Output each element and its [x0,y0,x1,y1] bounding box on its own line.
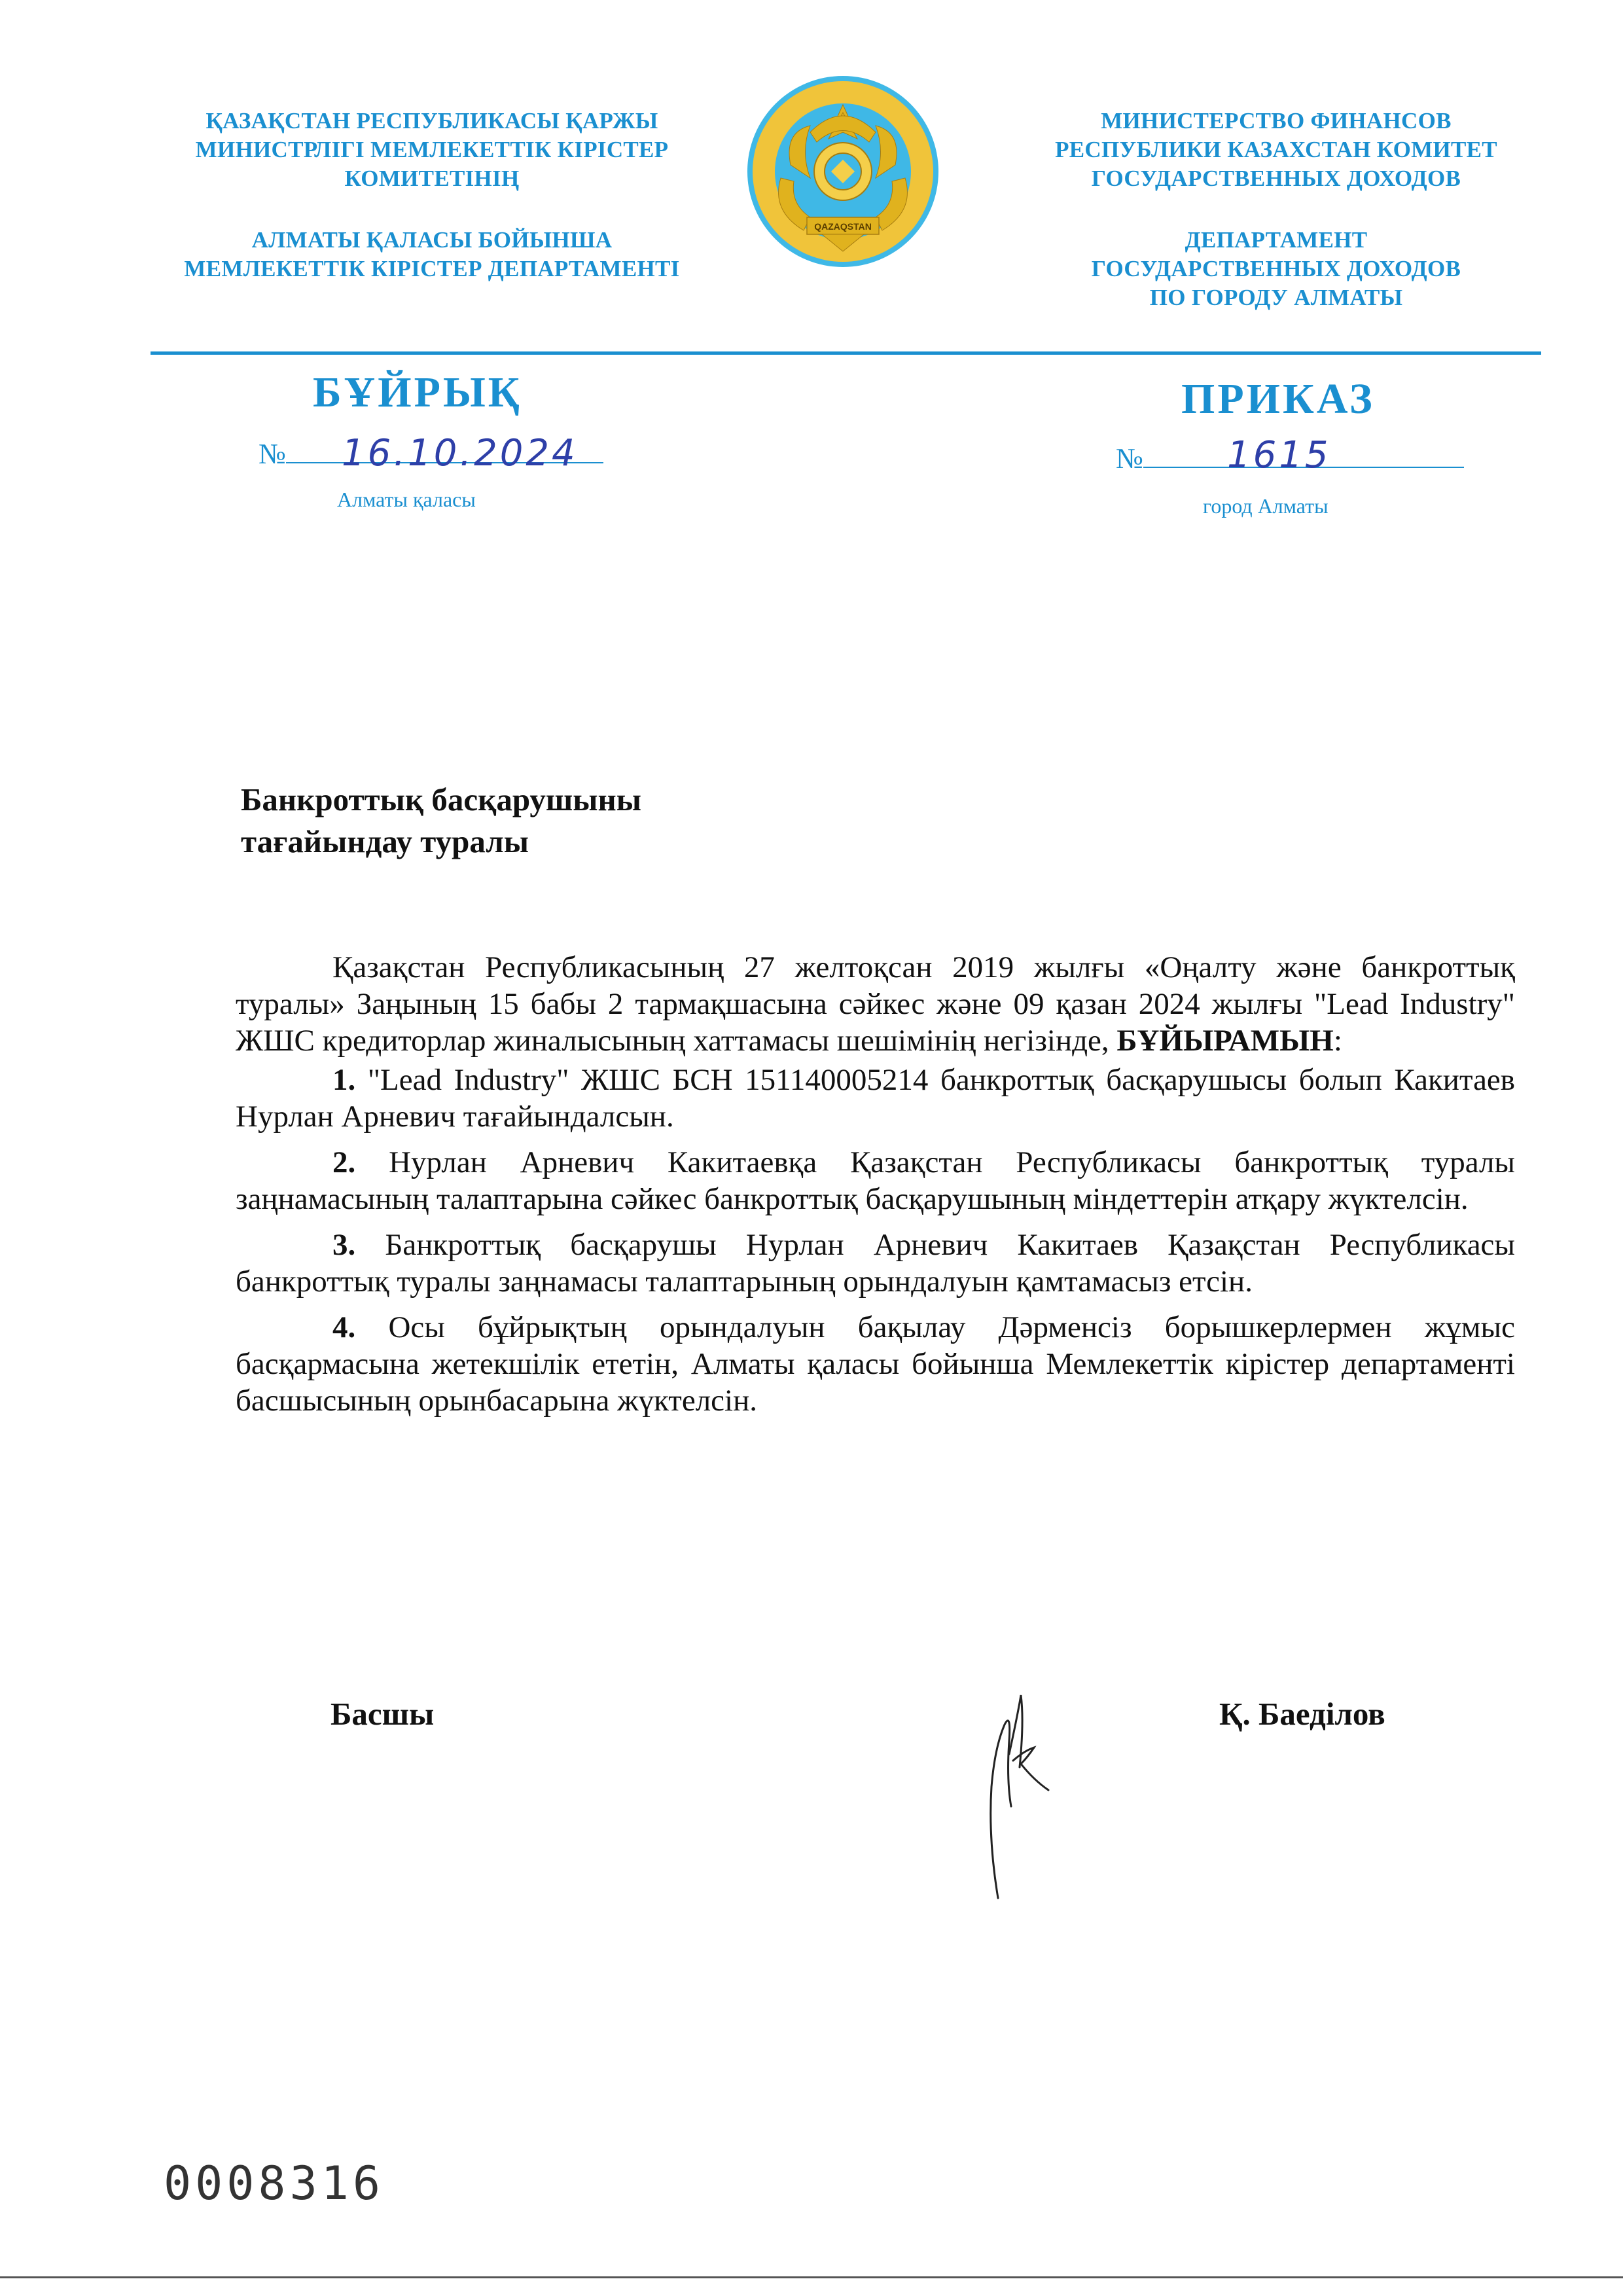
header-ru-line: ДЕПАРТАМЕНТ [1185,227,1368,253]
item-text: Банкроттық басқарушы Нурлан Арневич Какитаев Қазақстан Республикасы банкроттық туралы заңнамасы талаптарының орындалуын қамтамасыз етсін. [236,1228,1515,1299]
header-ru-line: РЕСПУБЛИКИ КАЗАХСТАН КОМИТЕТ [1055,137,1497,162]
emblem-text: QAZAQSTAN [814,221,872,232]
order-item [236,1227,1515,1300]
header-ru [1021,107,1531,312]
header-kz-line: ҚАЗАҚСТАН РЕСПУБЛИКАСЫ ҚАРЖЫ [205,108,658,134]
scan-edge [0,2276,1623,2278]
city-ru: город Алматы [1203,494,1329,518]
header-kz-line: КОМИТЕТІНІҢ [344,166,520,191]
signatory-role: Басшы [330,1696,435,1732]
number-sign: № [1116,442,1143,475]
header-ru-line: ПО ГОРОДУ АЛМАТЫ [1149,285,1403,310]
item-number: 1. [332,1063,356,1097]
header-kz-line: МИНИСТРЛІГІ МЕМЛЕКЕТТІК КІРІСТЕР [195,137,669,162]
order-item [236,1309,1515,1419]
item-text: Нурлан Арневич Какитаевқа Қазақстан Республикасы банкроттық туралы заңнамасының талаптарына сәйкес банкроттық басқарушының міндеттерін атқару жүктелсін. [236,1145,1515,1216]
city-kz: Алматы қаласы [337,488,476,511]
order-item [236,1144,1515,1217]
order-item [236,1062,1515,1135]
header-ru-line: МИНИСТЕРСТВО ФИНАНСОВ [1101,108,1452,134]
header-ru-line: ГОСУДАРСТВЕННЫХ ДОХОДОВ [1091,256,1461,281]
header-kz-line: МЕМЛЕКЕТТІК КІРІСТЕР ДЕПАРТАМЕНТІ [184,256,680,281]
handwritten-number: 1615 [1227,434,1331,476]
state-emblem-icon [745,73,941,276]
order-body [236,949,1515,1428]
order-title-kz: БҰЙРЫҚ [313,368,522,416]
item-number: 4. [332,1310,356,1344]
signatory-name: Қ. Баеділов [1219,1696,1385,1732]
header-kz [131,107,733,283]
header-ru-line: ГОСУДАРСТВЕННЫХ ДОХОДОВ [1091,166,1461,191]
header-divider [151,351,1541,355]
header-kz-gap [131,193,733,226]
subject-line: Банкроттық басқарушыны [241,781,642,817]
item-text: "Lead Industry" ЖШС БСН 151140005214 банкроттық басқарушысы болып Какитаев Нурлан Арневич тағайындалсын. [236,1063,1515,1134]
serial-number: 0008316 [164,2157,385,2210]
body-intro [236,949,1515,1059]
order-subject [241,779,641,863]
item-number: 2. [332,1145,356,1179]
order-word: БҰЙЫРАМЫН [1116,1024,1334,1058]
header-kz-line: АЛМАТЫ ҚАЛАСЫ БОЙЫНША [251,227,613,253]
handwritten-signature [936,1676,1106,1924]
handwritten-date: 16.10.2024 [342,432,578,475]
number-sign: № [259,438,286,470]
intro-text: Қазақстан Республикасының 27 желтоқсан 2019 жылғы «Оңалту және банкроттық туралы» Заңының 15 бабы 2 тармақшасына сәйкес және 09 қазан 2024 жылғы "Lead Industry" ЖШС кредиторлар жиналысының хаттамасы шешімінің негізінде, [236,950,1515,1058]
item-text: Осы бұйрықтың орындалуын бақылау Дәрменсіз борышкерлермен жұмыс басқармасына жетекшілік ететін, Алматы қаласы бойынша Мемлекеттік кірістер департаменті басшысының орынбасарына жүктелсін. [236,1310,1515,1418]
subject-line: тағайындау туралы [241,823,529,859]
header-ru-gap [1021,193,1531,226]
order-colon: : [1333,1024,1342,1058]
item-number: 3. [332,1228,356,1262]
order-title-ru: ПРИКАЗ [1181,375,1375,423]
